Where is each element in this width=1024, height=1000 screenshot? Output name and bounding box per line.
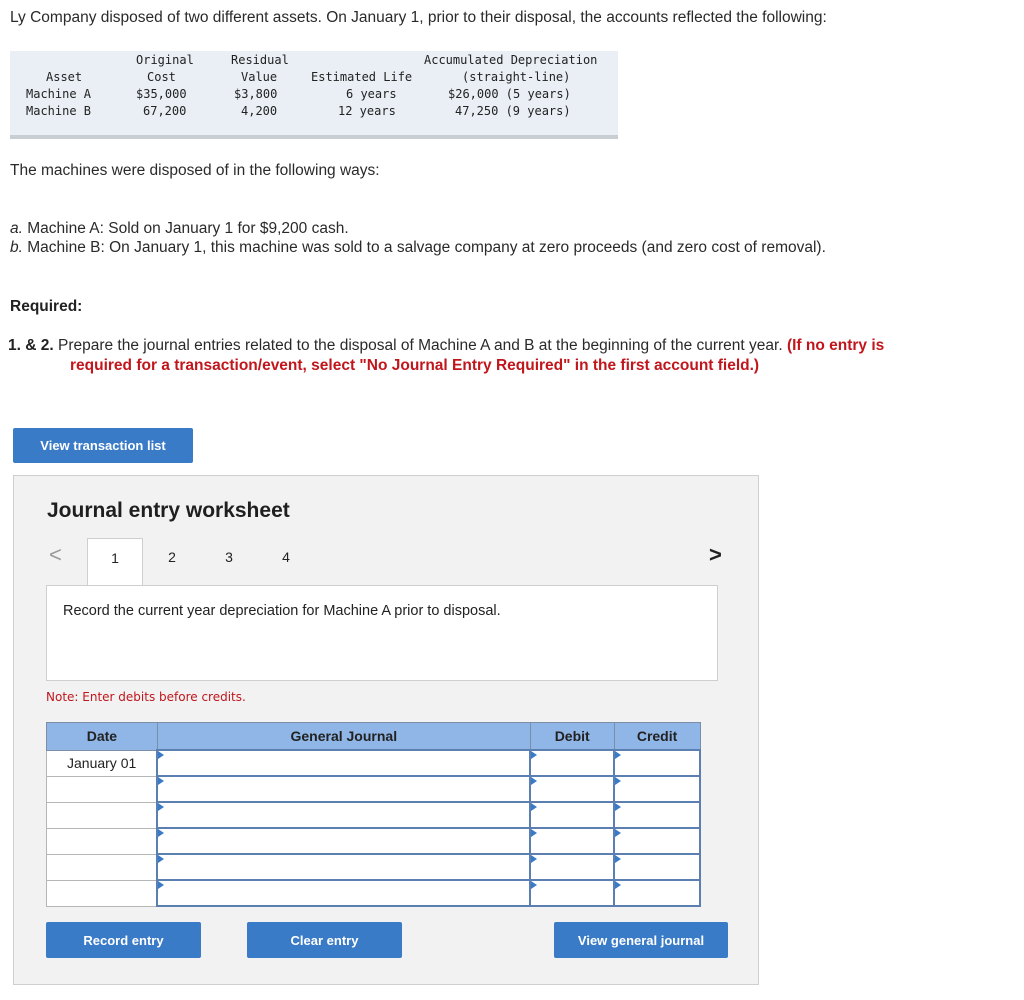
item-b-text: Machine B: On January 1, this machine was sold to a salvage company at zero proceeds (and zero cost of removal). [22,239,826,256]
debit-field-input[interactable] [531,803,613,827]
journal-row [47,776,701,802]
header-residual-2: Value [241,70,278,84]
tab-entry-3[interactable]: 3 [225,549,233,565]
credit-field-input[interactable] [615,881,699,905]
journal-table [46,722,701,907]
date-cell[interactable] [47,802,158,828]
row-a-residual: $3,800 [234,87,278,101]
debit-field[interactable] [530,880,614,906]
row-b-life: 12 years [338,104,396,118]
field-marker-icon [615,803,621,811]
item-a [10,220,349,238]
credit-field-input[interactable] [615,855,699,879]
disposal-intro: The machines were disposed of in the following ways: [10,162,380,179]
credit-field[interactable] [614,880,700,906]
credit-field-input[interactable] [615,751,699,775]
field-marker-icon [531,829,537,837]
credit-field-input[interactable] [615,777,699,801]
item-b-letter: b. [10,239,23,256]
instruction-number: 1. & 2. [8,337,54,354]
account-field-input[interactable] [158,803,529,827]
header-accum-2: (straight-line) [462,70,571,84]
instruction-note-2: required for a transaction/event, select "No Journal Entry Required" in the first account field.) [70,357,760,374]
date-cell: January 01 [47,750,158,776]
journal-row [47,828,701,854]
debit-field-input[interactable] [531,881,613,905]
row-b-asset: Machine B [26,104,92,118]
account-field-input[interactable] [158,881,529,905]
field-marker-icon [615,855,621,863]
debit-field[interactable] [530,854,614,880]
debit-field[interactable] [530,750,614,776]
header-accum-1: Accumulated Depreciation [424,53,598,67]
row-a-cost: $35,000 [136,87,187,101]
entry-tabs [47,538,722,586]
debit-field[interactable] [530,802,614,828]
account-field-input[interactable] [158,855,529,879]
clear-entry-button[interactable]: Clear entry [247,922,402,958]
credit-field-input[interactable] [615,829,699,853]
journal-row [47,802,701,828]
view-transaction-list-button[interactable]: View transaction list [13,428,193,463]
account-field[interactable] [157,750,530,776]
entry-description: Record the current year depreciation for Machine A prior to disposal. [46,585,718,681]
field-marker-icon [615,777,621,785]
debit-field-input[interactable] [531,777,613,801]
account-field-input[interactable] [158,751,529,775]
header-asset: Asset [46,70,83,84]
account-field-input[interactable] [158,829,529,853]
credit-field-input[interactable] [615,803,699,827]
header-life: Estimated Life [311,70,413,84]
journal-row [47,880,701,906]
field-marker-icon [615,751,621,759]
debit-field-input[interactable] [531,829,613,853]
column-header-debit: Debit [530,723,614,751]
field-marker-icon [531,855,537,863]
credit-field[interactable] [614,802,700,828]
field-marker-icon [158,751,164,759]
account-field[interactable] [157,854,530,880]
item-a-text: Machine A: Sold on January 1 for $9,200 cash. [22,220,349,237]
date-cell[interactable] [47,854,158,880]
field-marker-icon [531,777,537,785]
chevron-right-icon[interactable]: > [709,542,722,567]
header-cost-1: Original [136,53,194,67]
account-field[interactable] [157,802,530,828]
entry-note: Note: Enter debits before credits. [46,690,246,704]
field-marker-icon [531,803,537,811]
worksheet-title: Journal entry worksheet [47,499,290,522]
item-a-letter: a. [10,220,23,237]
tab-entry-2[interactable]: 2 [168,549,176,565]
row-a-accum: $26,000 (5 years) [448,87,571,101]
column-header-date: Date [47,723,158,751]
debit-field-input[interactable] [531,855,613,879]
date-cell[interactable] [47,776,158,802]
debit-field[interactable] [530,776,614,802]
credit-field[interactable] [614,828,700,854]
record-entry-button[interactable]: Record entry [46,922,201,958]
field-marker-icon [158,829,164,837]
credit-field[interactable] [614,750,700,776]
credit-field[interactable] [614,854,700,880]
debit-field-input[interactable] [531,751,613,775]
view-general-journal-button[interactable]: View general journal [554,922,728,958]
field-marker-icon [615,881,621,889]
row-b-cost: 67,200 [143,104,187,118]
field-marker-icon [158,803,164,811]
required-heading: Required: [10,298,83,315]
instruction [8,336,1018,376]
instruction-note-1: (If no entry is [782,337,885,354]
row-a-life: 6 years [346,87,397,101]
row-b-residual: 4,200 [241,104,278,118]
item-b [10,239,826,257]
field-marker-icon [531,881,537,889]
field-marker-icon [531,751,537,759]
credit-field[interactable] [614,776,700,802]
problem-intro: Ly Company disposed of two different assets. On January 1, prior to their disposal, the accounts reflected the following: [10,9,827,26]
field-marker-icon [158,881,164,889]
row-b-accum: 47,250 (9 years) [455,104,571,118]
row-a-asset: Machine A [26,87,92,101]
tab-entry-4[interactable]: 4 [282,549,290,565]
column-header-general-journal: General Journal [157,723,530,751]
field-marker-icon [158,855,164,863]
column-header-credit: Credit [614,723,700,751]
instruction-text: Prepare the journal entries related to the disposal of Machine A and B at the beginning of the current year. [53,337,783,354]
field-marker-icon [615,829,621,837]
date-cell[interactable] [47,828,158,854]
account-field[interactable] [157,880,530,906]
journal-row [47,854,701,880]
account-field[interactable] [157,776,530,802]
header-residual-1: Residual [231,53,289,67]
account-field[interactable] [157,828,530,854]
tab-entry-1[interactable]: 1 [87,538,143,586]
journal-entry-worksheet [13,475,759,985]
given-data-table [10,51,618,139]
chevron-left-icon[interactable]: < [49,542,62,567]
journal-row [47,750,701,776]
header-cost-2: Cost [147,70,176,84]
field-marker-icon [158,777,164,785]
date-cell[interactable] [47,880,158,906]
debit-field[interactable] [530,828,614,854]
account-field-input[interactable] [158,777,529,801]
